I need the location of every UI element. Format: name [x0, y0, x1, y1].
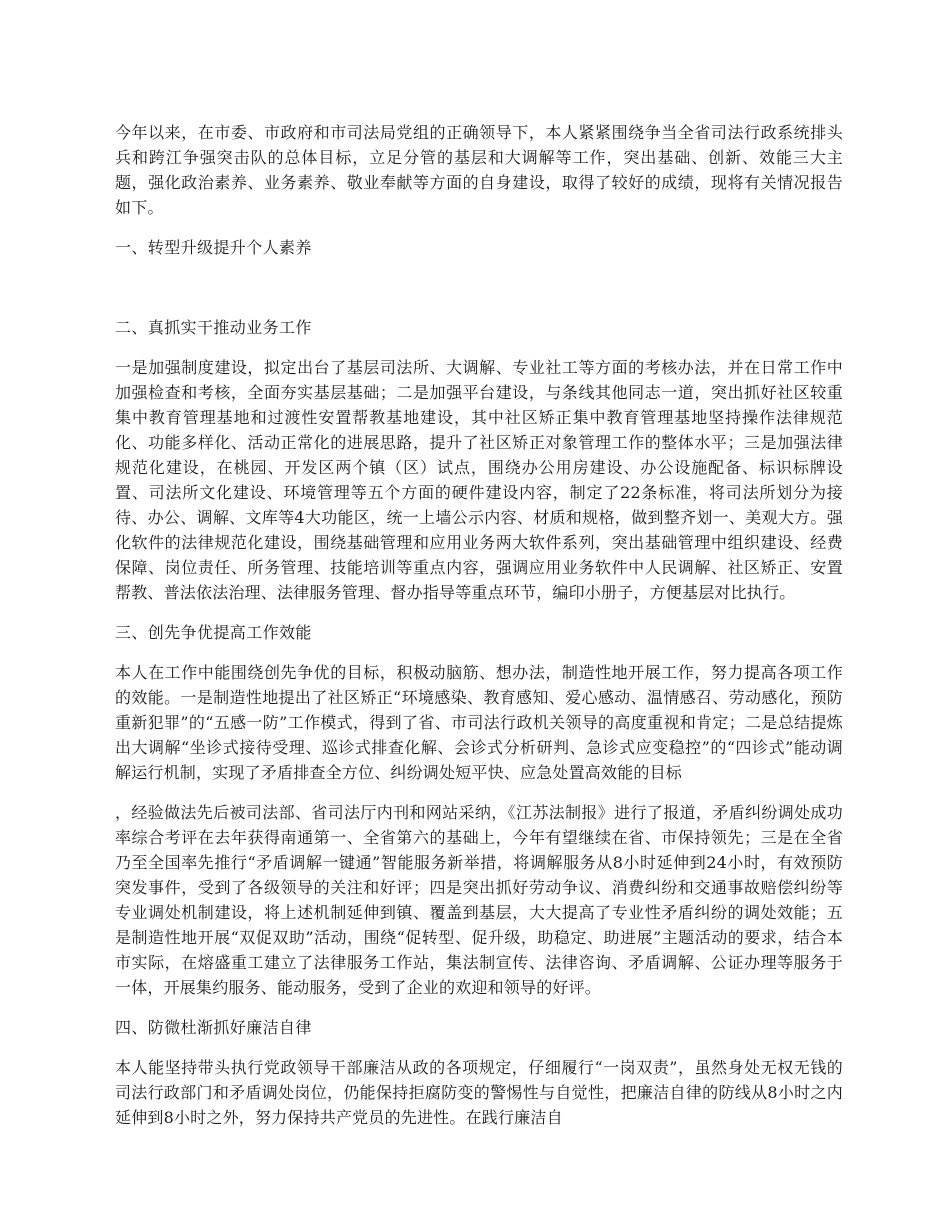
section-heading-4: 四、防微杜渐抓好廉洁自律: [115, 1018, 312, 1037]
section-3-paragraph-1: 本人在工作中能围绕创先争优的目标，积极动脑筋、想办法，制造性地开展工作，努力提高各项工作的效能。一是制造性地提出了社区矫正“环境感染、教育感知、爱心感动、温情感召、劳动感化，预防重新犯罪”的“五感一防”工作模式，得到了省、市司法行政机关领导的高度重视和肯定；二是总结提炼出大调解“坐诊式接待受理、巡诊式排查化解、会诊式分析研判、急诊式应变稳控”的“四诊式”能动调解运行机制，实现了矛盾排查全方位、纠纷调处短平快、应急处置高效能的目标: [115, 663, 843, 782]
intro-paragraph: 今年以来，在市委、市政府和市司法局党组的正确领导下，本人紧紧围绕争当全省司法行政系统排头兵和跨江争强突击队的总体目标，立足分管的基层和大调解等工作，突出基础、创新、效能三大主题，强化政治素养、业务素养、敬业奉献等方面的自身建设，取得了较好的成绩，现将有关情况报告如下。: [115, 123, 843, 217]
section-spacer: [115, 275, 843, 315]
document-page: [115, 120, 843, 1145]
section-heading-2: 二、真抓实干推动业务工作: [115, 318, 312, 337]
section-heading-1: 一、转型升级提升个人素养: [115, 238, 312, 257]
section-2-paragraph: 一是加强制度建设，拟定出台了基层司法所、大调解、专业社工等方面的考核办法，并在日常工作中加强检查和考核，全面夯实基层基础；二是加强平台建设，与条线其他同志一道，突出抓好社区较重集中教育管理基地和过渡性安置帮教基地建设，其中社区矫正集中教育管理基地坚持操作法律规范化、功能多样化、活动正常化的进展思路，提升了社区矫正对象管理工作的整体水平；三是加强法律规范化建设，在桃园、开发区两个镇（区）试点，围绕办公用房建设、办公设施配备、标识标牌设置、司法所文化建设、环境管理等五个方面的硬件建设内容，制定了22条标准，将司法所划分为接待、办公、调解、文库等4大功能区，统一上墙公示内容、材质和规格，做到整齐划一、美观大方。强化软件的法律规范化建设，围绕基础管理和应用业务两大软件系列，突出基础管理中组织建设、经费保障、岗位责任、所务管理、技能培训等重点内容，强调应用业务软件中人民调解、社区矫正、安置帮教、普法依法治理、法律服务管理、督办指导等重点环节，编印小册子，方便基层对比执行。: [115, 358, 843, 602]
section-4-paragraph: 本人能坚持带头执行党政领导干部廉洁从政的各项规定，仔细履行“一岗双责”，虽然身处无权无钱的司法行政部门和矛盾调处岗位，仍能保持拒腐防变的警惕性与自觉性，把廉洁自律的防线从8小时之内延伸到8小时之外，努力保持共产党员的先进性。在践行廉洁自: [115, 1058, 843, 1127]
section-heading-3: 三、创先争优提高工作效能: [115, 623, 312, 642]
section-3-paragraph-2: ，经验做法先后被司法部、省司法厅内刊和网站采纳，《江苏法制报》进行了报道，矛盾纠纷调处成功率综合考评在去年获得南通第一、全省第六的基础上，今年有望继续在省、市保持领先；三是在全省乃至全国率先推行“矛盾调解一键通”智能服务新举措，将调解服务从8小时延伸到24小时，有效预防突发事件，受到了各级领导的关注和好评；四是突出抓好劳动争议、消费纠纷和交通事故赔偿纠纷等专业调处机制建设，将上述机制延伸到镇、覆盖到基层，大大提高了专业性矛盾纠纷的调处效能；五是制造性地开展“双促双助”活动，围绕“促转型、促升级，助稳定、助进展”主题活动的要求，结合本市实际，在熔盛重工建立了法律服务工作站，集法制宣传、法律咨询、矛盾调解、公证办理等服务于一体，开展集约服务、能动服务，受到了企业的欢迎和领导的好评。: [115, 803, 843, 997]
